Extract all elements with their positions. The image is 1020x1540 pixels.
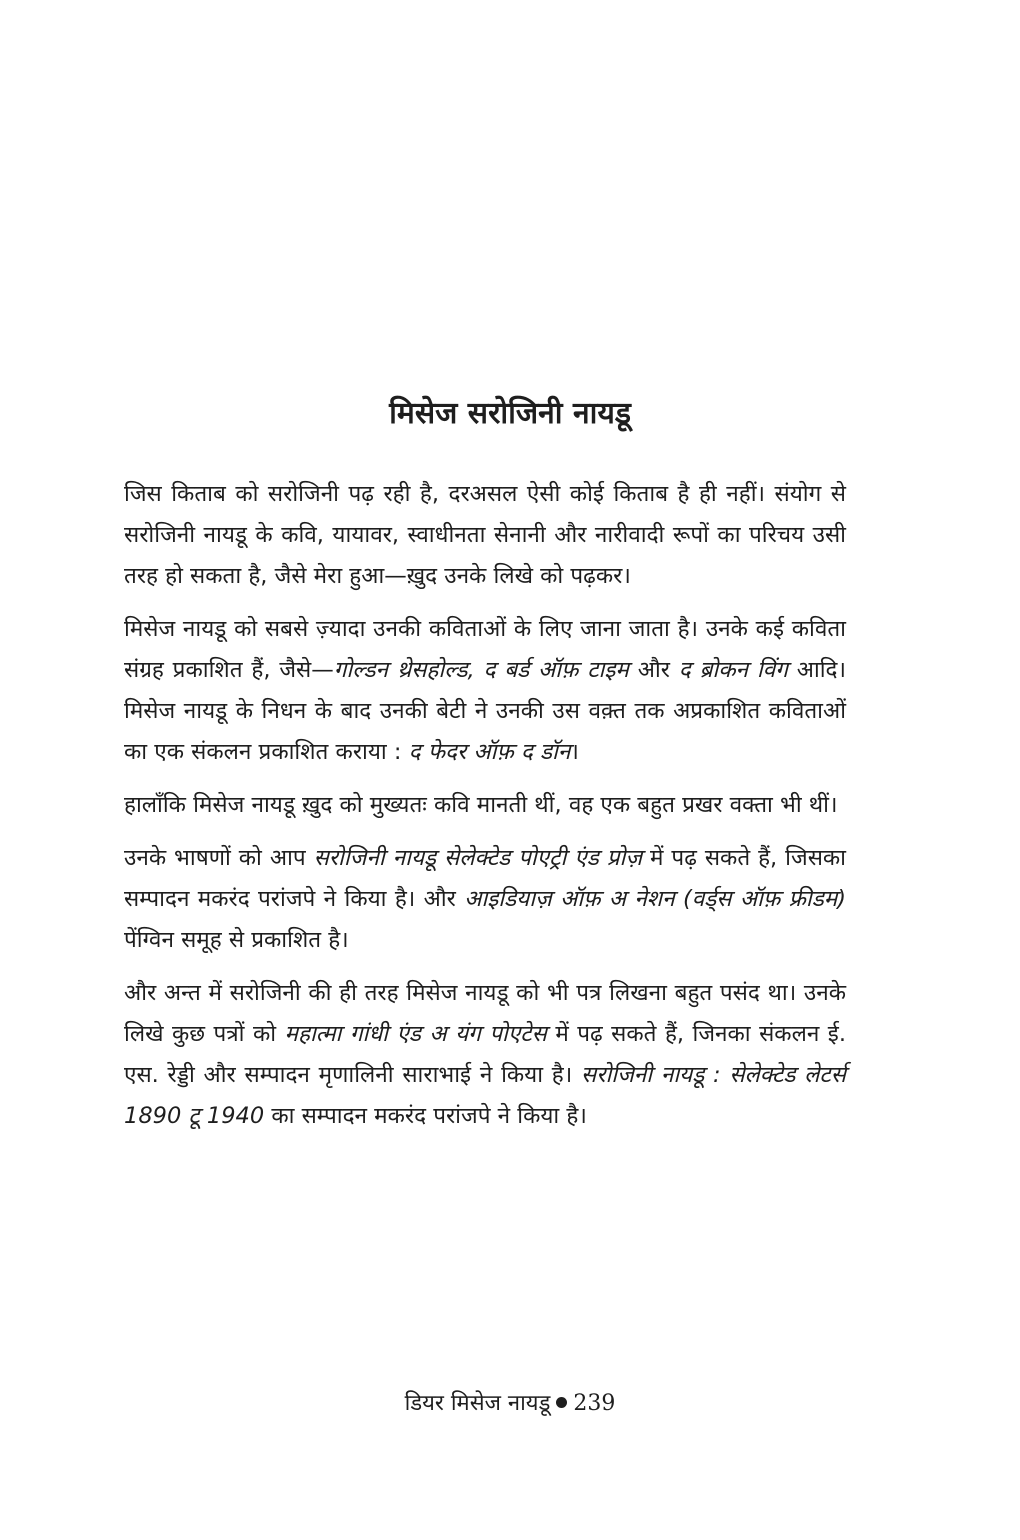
paragraph-text: और अन्त में सरोजिनी की ही तरह मिसेज नायडू को भी पत्र लिखना बहुत पसंद था। उनके लिखे कुछ पत्रों को — [124, 980, 846, 1047]
paragraph-text: जिस किताब को सरोजिनी पढ़ रही है, दरअसल ऐसी कोई किताब है ही नहीं। संयोग से सरोजिनी नायडू के कवि, यायावर, स्वाधीनता सेनानी और नारीवादी रूपों का परिचय उसी तरह हो सकता है, जैसे मेरा हुआ—ख़ुद उनके लिखे को पढ़कर। — [124, 481, 846, 589]
paragraph-text: और — [628, 657, 679, 683]
paragraph-text: पेंग्विन समूह से प्रकाशित है। — [124, 927, 349, 953]
page-footer — [0, 1388, 1020, 1420]
book-title-italic: द फेदर ऑफ़ द डॉन — [408, 739, 571, 765]
paragraph-text: । — [570, 739, 579, 765]
paragraph-2 — [124, 609, 846, 773]
paragraph-text: का सम्पादन मकरंद परांजपे ने किया है। — [264, 1103, 587, 1129]
book-title-italic: द ब्रोकन विंग — [678, 657, 788, 683]
book-title-italic: महात्मा गांधी एंड अ यंग पोएटेस — [284, 1021, 547, 1047]
book-title-italic: सरोजिनी नायडू सेलेक्टेड पोएट्री एंड प्रोज़ — [313, 845, 643, 871]
book-title-italic: गोल्डन थ्रेसहोल्ड, द बर्ड ऑफ़ टाइम — [333, 657, 629, 683]
paragraph-3 — [124, 785, 846, 826]
bullet-icon — [556, 1397, 567, 1408]
paragraph-text: में पढ़ सकते हैं, जिसका सम्पादन मकरंद परांजपे ने किया है। और — [124, 845, 847, 912]
paragraph-text: आदि। मिसेज नायडू के निधन के बाद उनकी बेटी ने उनकी उस वक़्त तक अप्रकाशित कविताओं का एक संकलन प्रकाशित कराया : — [124, 657, 846, 765]
body-text — [124, 474, 846, 1149]
paragraph-4 — [124, 838, 846, 961]
paragraph-1 — [124, 474, 846, 597]
paragraph-text: में पढ़ सकते हैं, जिनका संकलन ई. एस. रेड्डी और सम्पादन मृणालिनी साराभाई ने किया है। — [124, 1021, 846, 1088]
book-title-italic: आइडियाज़ ऑफ़ अ नेशन (वर्ड्स ऑफ़ फ्रीडम) — [464, 886, 846, 912]
paragraph-text: उनके भाषणों को आप — [124, 845, 314, 871]
chapter-title: मिसेज सरोजिनी नायडू — [389, 396, 631, 431]
page-number: 239 — [573, 1391, 616, 1416]
paragraph-text: हालाँकि मिसेज नायडू ख़ुद को मुख्यतः कवि मानती थीं, वह एक बहुत प्रखर वक्ता भी थीं। — [124, 792, 838, 818]
running-book-title: डियर मिसेज नायडू — [404, 1391, 551, 1416]
book-title-italic: सरोजिनी नायडू : सेलेक्टेड लेटर्स 1890 टू 1940 — [124, 1062, 846, 1129]
paragraph-text: मिसेज नायडू को सबसे ज़्यादा उनकी कविताओं के लिए जाना जाता है। उनके कई कविता संग्रह प्रकाशित हैं, जैसे— — [124, 616, 846, 683]
paragraph-5 — [124, 973, 846, 1137]
